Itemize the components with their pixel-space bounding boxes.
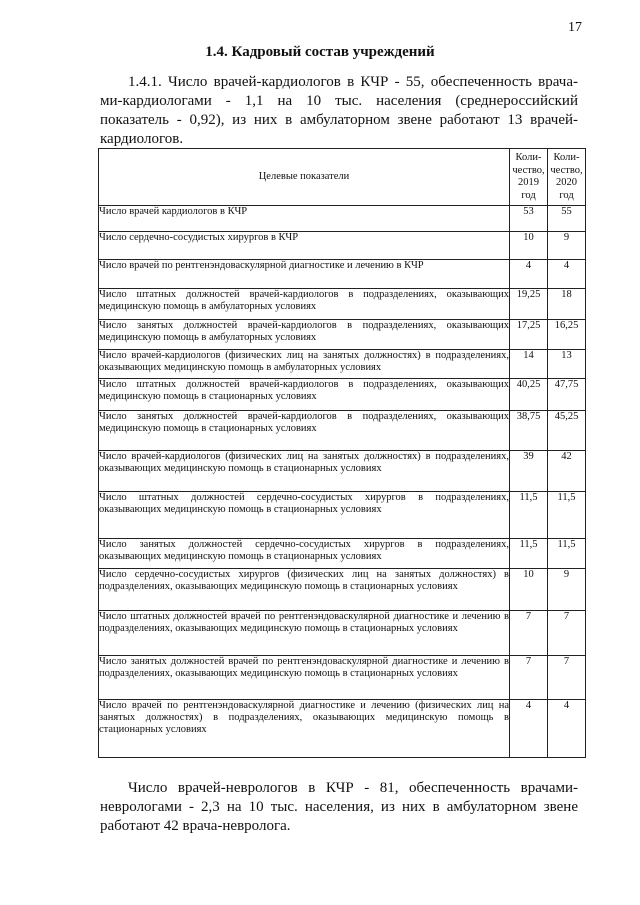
intro-paragraph: 1.4.1. Число врачей-кардиологов в КЧР - 55, обеспеченность врача-ми-кардиологами - 1,1 на 10 тыс. населения (среднероссийский показатель - 0,92), из них в амбулаторном звене работают 13 врачей-кардиологов. (100, 74, 578, 147)
value-2020-cell: 11,5 (548, 492, 586, 539)
value-2020-cell: 16,25 (548, 320, 586, 350)
value-2020-cell: 47,75 (548, 379, 586, 411)
value-2020-cell: 11,5 (548, 539, 586, 569)
value-2020-cell: 4 (548, 260, 586, 289)
value-2020-cell: 7 (548, 656, 586, 700)
value-2019-cell: 10 (510, 569, 548, 611)
value-2020-cell: 42 (548, 451, 586, 492)
value-2019-cell: 10 (510, 232, 548, 260)
indicator-cell: Число сердечно-сосудистых хирургов (физических лиц на занятых должностях) в подразделениях, оказывающих медицинскую помощь в стационарных условиях (99, 569, 510, 611)
value-2020-cell: 18 (548, 289, 586, 320)
table-row (99, 539, 586, 569)
value-2019-cell: 7 (510, 611, 548, 656)
table-row (99, 232, 586, 260)
indicator-cell: Число штатных должностей врачей-кардиологов в подразделениях, оказывающих медицинскую помощь в стационарных условиях (99, 379, 510, 411)
value-2020-cell: 9 (548, 232, 586, 260)
value-2020-cell: 45,25 (548, 411, 586, 451)
indicator-cell: Число занятых должностей сердечно-сосудистых хирургов в подразделениях, оказывающих медицинскую помощь в стационарных условиях (99, 539, 510, 569)
staff-table (98, 148, 586, 758)
value-2020-cell: 7 (548, 611, 586, 656)
table-row (99, 700, 586, 758)
value-2019-cell: 38,75 (510, 411, 548, 451)
header-2020: Коли-чество, 2020 год (548, 149, 586, 206)
value-2019-cell: 19,25 (510, 289, 548, 320)
indicator-cell: Число штатных должностей врачей по рентгенэндоваскулярной диагностике и лечению в подразделениях, оказывающих медицинскую помощь в стационарных условиях (99, 611, 510, 656)
table-row (99, 611, 586, 656)
table-header-row (99, 149, 586, 206)
value-2019-cell: 53 (510, 206, 548, 232)
value-2019-cell: 11,5 (510, 539, 548, 569)
indicator-cell: Число сердечно-сосудистых хирургов в КЧР (99, 232, 510, 260)
header-2019: Коли-чество, 2019 год (510, 149, 548, 206)
table-row (99, 411, 586, 451)
indicator-cell: Число врачей по рентгенэндоваскулярной диагностике и лечению (физических лиц на занятых должностях) в подразделениях, оказывающих медицинскую помощь в стационарных условиях (99, 700, 510, 758)
indicator-cell: Число штатных должностей сердечно-сосудистых хирургов в подразделениях, оказывающих медицинскую помощь в стационарных условиях (99, 492, 510, 539)
table-row (99, 289, 586, 320)
value-2019-cell: 39 (510, 451, 548, 492)
value-2019-cell: 14 (510, 350, 548, 379)
header-indicator: Целевые показатели (99, 149, 510, 206)
indicator-cell: Число врачей-кардиологов (физических лиц на занятых должностях) в подразделениях, оказывающих медицинскую помощь в стационарных условиях (99, 451, 510, 492)
table-row (99, 350, 586, 379)
value-2019-cell: 17,25 (510, 320, 548, 350)
value-2019-cell: 11,5 (510, 492, 548, 539)
value-2019-cell: 4 (510, 700, 548, 758)
table-row (99, 492, 586, 539)
table-row (99, 320, 586, 350)
table-row (99, 451, 586, 492)
section-title: 1.4. Кадровый состав учреждений (205, 44, 435, 60)
value-2020-cell: 9 (548, 569, 586, 611)
value-2019-cell: 40,25 (510, 379, 548, 411)
indicator-cell: Число занятых должностей врачей по рентгенэндоваскулярной диагностике и лечению в подразделениях, оказывающих медицинскую помощь в стационарных условиях (99, 656, 510, 700)
indicator-cell: Число врачей-кардиологов (физических лиц на занятых должностях) в подразделениях, оказывающих медицинскую помощь в амбулаторных условиях (99, 350, 510, 379)
table-row (99, 379, 586, 411)
closing-paragraph: Число врачей-неврологов в КЧР - 81, обеспеченность врачами-неврологами - 2,3 на 10 тыс. населения, из них в амбулаторном звене работают 42 врача-невролога. (100, 780, 578, 834)
indicator-cell: Число штатных должностей врачей-кардиологов в подразделениях, оказывающих медицинскую помощь в амбулаторных условиях (99, 289, 510, 320)
table-row (99, 569, 586, 611)
value-2020-cell: 4 (548, 700, 586, 758)
value-2019-cell: 4 (510, 260, 548, 289)
table-row (99, 656, 586, 700)
value-2020-cell: 13 (548, 350, 586, 379)
table-row (99, 206, 586, 232)
page-number: 17 (568, 20, 582, 35)
indicator-cell: Число занятых должностей врачей-кардиологов в подразделениях, оказывающих медицинскую помощь в стационарных условиях (99, 411, 510, 451)
value-2019-cell: 7 (510, 656, 548, 700)
value-2020-cell: 55 (548, 206, 586, 232)
indicator-cell: Число врачей кардиологов в КЧР (99, 206, 510, 232)
table-row (99, 260, 586, 289)
indicator-cell: Число занятых должностей врачей-кардиологов в подразделениях, оказывающих медицинскую помощь в амбулаторных условиях (99, 320, 510, 350)
indicator-cell: Число врачей по рентгенэндоваскулярной диагностике и лечению в КЧР (99, 260, 510, 289)
